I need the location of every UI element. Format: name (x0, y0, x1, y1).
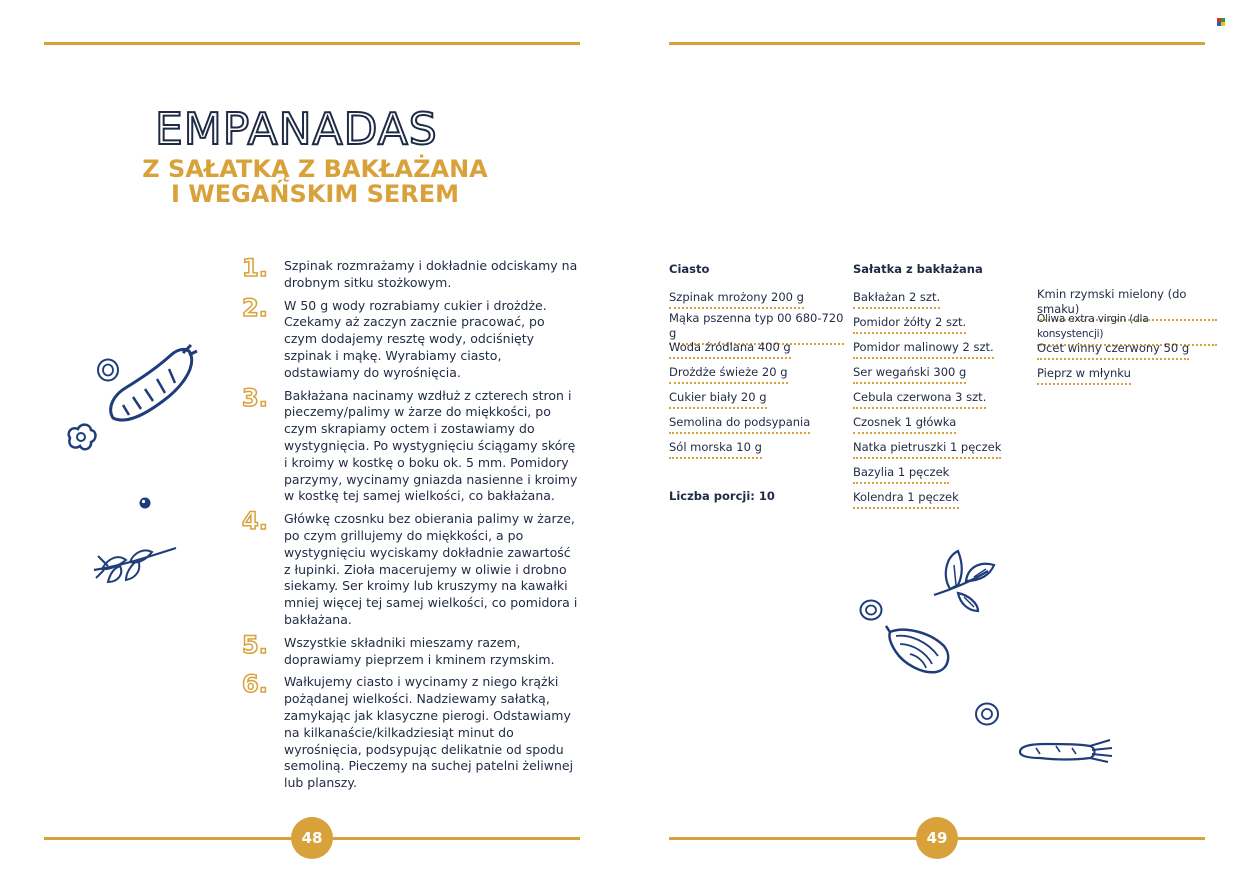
recipe-subtitle-line2: I WEGAŃSKIM SEREM (171, 180, 459, 208)
ingredient-item: Mąka pszenna typ 00 680-720 g (669, 311, 844, 345)
step-number: 5. (242, 630, 268, 659)
salatka-heading: Sałatka z bakłażana (853, 262, 983, 276)
step-text: Szpinak rozmrażamy i dokładnie odciskamy na drobnym sitku stożkowym. (284, 258, 578, 290)
step-number: 4. (242, 507, 268, 536)
preparation-steps (240, 254, 580, 798)
tomato-slice-icon (974, 702, 1000, 726)
step-text: Bakłażana nacinamy wzdłuż z czterech stron i pieczemy/palimy w żarze do miękkości, po czym skrapiamy octem i zostawiamy do wystygnięcia. Po wystygnięciu ściągamy skórę i kroimy w kostkę o boku ok. 5 mm. Pomidory parzymy, wycinamy gniazda nasienne i kroimy w kostkę tej samej wielkości, co bakłażana. (284, 387, 578, 504)
ingredients-extra (1037, 287, 1217, 387)
ingredient-item: Cukier biały 20 g (669, 390, 767, 409)
step-number: 6. (242, 670, 268, 699)
ingredient-item: Szpinak mrożony 200 g (669, 290, 804, 309)
step-number: 2. (242, 293, 268, 322)
step-text: Wałkujemy ciasto i wycinamy z niego krążki pożądanej wielkości. Nadziewamy sałatką, zamykając jak klasyczne pierogi. Odstawiamy na kilkanaście/kilkadziesiąt minut do wyrośnięcia, podsypując delikatnie od spodu semoliną. Pieczemy na suchej patelni żeliwnej lub planszy. (284, 674, 574, 791)
recipe-subtitle-line1: Z SAŁATKĄ Z BAKŁAŻANA (142, 155, 488, 183)
ingredient-item: Woda źródlana 400 g (669, 340, 791, 359)
ingredient-item: Oliwa extra virgin (dla konsystencji) (1037, 312, 1217, 346)
ingredient-item: Bakłażan 2 szt. (853, 290, 940, 309)
servings-count: Liczba porcji: 10 (669, 489, 775, 503)
step-number: 1. (242, 254, 268, 282)
step-item (240, 254, 580, 292)
step-item (240, 630, 580, 669)
peppercorn-icon (138, 496, 152, 510)
ciasto-heading: Ciasto (669, 262, 710, 276)
step-item (240, 670, 580, 792)
recipe-title: EMPANADAS (155, 104, 438, 155)
ingredient-item: Drożdże świeże 20 g (669, 365, 788, 384)
top-rule-right (669, 42, 1205, 45)
ingredient-item: Pomidor malinowy 2 szt. (853, 340, 994, 359)
ingredient-item: Semolina do podsypania (669, 415, 810, 434)
garlic-clove-icon (64, 420, 98, 454)
ingredient-item: Czosnek 1 główka (853, 415, 956, 434)
page-number-right: 49 (916, 817, 958, 859)
step-item (240, 507, 580, 629)
ingredient-item: Bazylia 1 pęczek (853, 465, 949, 484)
ingredient-item: Ocet winny czerwony 50 g (1037, 341, 1189, 360)
step-text: Wszystkie składniki mieszamy razem, doprawiamy pieprzem i kminem rzymskim. (284, 634, 555, 667)
step-item (240, 383, 580, 506)
ingredient-item: Pieprz w młynku (1037, 366, 1131, 385)
page-number-left: 48 (291, 817, 333, 859)
ingredient-item: Ser wegański 300 g (853, 365, 966, 384)
ingredient-item: Cebula czerwona 3 szt. (853, 390, 986, 409)
step-text: Główkę czosnku bez obierania palimy w żarze, po czym grillujemy do miękkości, a po wystygnięciu wyciskamy dokładnie zawartość z łupinki. Zioła macerujemy w oliwie i drobno siekamy. Ser kroimy lub kruszymy na kawałki mniej więcej tej samej wielkości, co pomidora i bakłażana. (284, 511, 578, 627)
color-mark-icon (1217, 18, 1225, 26)
onion-icon (886, 624, 952, 676)
parsley-icon (928, 545, 1000, 615)
step-number: 3. (242, 383, 268, 412)
step-item (240, 293, 580, 382)
herb-sprig-icon (90, 540, 178, 586)
carrot-icon (1016, 738, 1114, 764)
tomato-slice-icon (859, 599, 883, 621)
ingredient-item: Kmin rzymski mielony (do smaku) (1037, 287, 1217, 321)
ingredient-item: Pomidor żółty 2 szt. (853, 315, 966, 334)
ingredient-item: Sól morska 10 g (669, 440, 762, 459)
ingredient-item: Kolendra 1 pęczek (853, 490, 959, 509)
eggplant-icon (105, 343, 200, 428)
ingredient-item: Natka pietruszki 1 pęczek (853, 440, 1001, 459)
ingredients-ciasto (669, 262, 844, 461)
top-rule-left (44, 42, 580, 45)
step-text: W 50 g wody rozrabiamy cukier i drożdże. Czekamy aż zaczyn zacznie pracować, po czym dodajemy resztę wody, odciśnięty szpinak i mąkę. Wyrabiamy ciasto, odstawiamy do wyrośnięcia. (284, 297, 547, 380)
ingredients-salatka (853, 262, 1028, 511)
